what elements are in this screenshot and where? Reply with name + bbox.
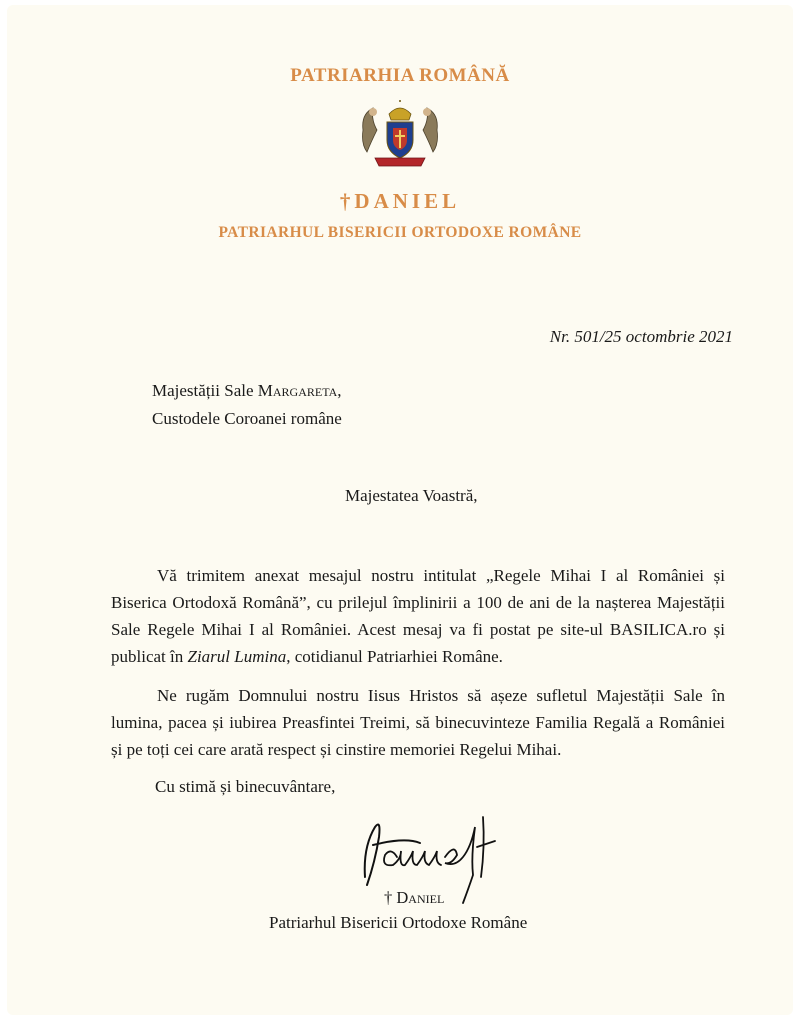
addressee-name: Margareta	[257, 381, 338, 400]
addressee-block	[152, 377, 342, 433]
salutation: Majestatea Voastră,	[345, 486, 478, 505]
patriarch-name-heading: †DANIEL	[339, 189, 461, 213]
newspaper-name: Ziarul Lumina	[187, 647, 287, 666]
reference-number: Nr. 501/25 octombrie 2021	[549, 327, 733, 346]
signatory-name: † Daniel	[384, 888, 445, 907]
patriarchal-coat-of-arms-icon	[359, 100, 441, 168]
body-paragraph-1: Vă trimitem anexat mesajul nostru intitulat „Regele Mihai I al României și Biserica Ortodoxă Română”, cu prilejul împlinirii a 100 de ani de la nașterea Majestății Sale Regele Mihai I al României. Acest mesaj va fi postat pe site-ul BASILICA.ro și publicat în Ziarul Lumina, cotidianul Patriarhiei Române.	[111, 566, 725, 666]
letter-body	[111, 562, 725, 775]
addressee-line-2: Custodele Coroanei române	[152, 409, 342, 428]
body-paragraph-2: Ne rugăm Domnului nostru Iisus Hristos să așeze sufletul Majestății Sale în lumina, pacea și iubirea Preasfintei Treimi, să binecuvinteze Familia Regală a României și pe toți cei care arată respect și cinstire memoriei Regelui Mihai.	[111, 686, 725, 759]
closing-line: Cu stimă și binecuvântare,	[155, 777, 336, 796]
patriarch-title-heading: PATRIARHUL BISERICII ORTODOXE ROMÂNE	[218, 224, 582, 241]
letter-page	[7, 5, 793, 1015]
addressee-line-1: Majestății Sale Margareta,	[152, 381, 342, 400]
institution-heading: PATRIARHIA ROMÂNĂ	[290, 65, 510, 86]
signatory-title: Patriarhul Bisericii Ortodoxe Române	[269, 913, 528, 932]
